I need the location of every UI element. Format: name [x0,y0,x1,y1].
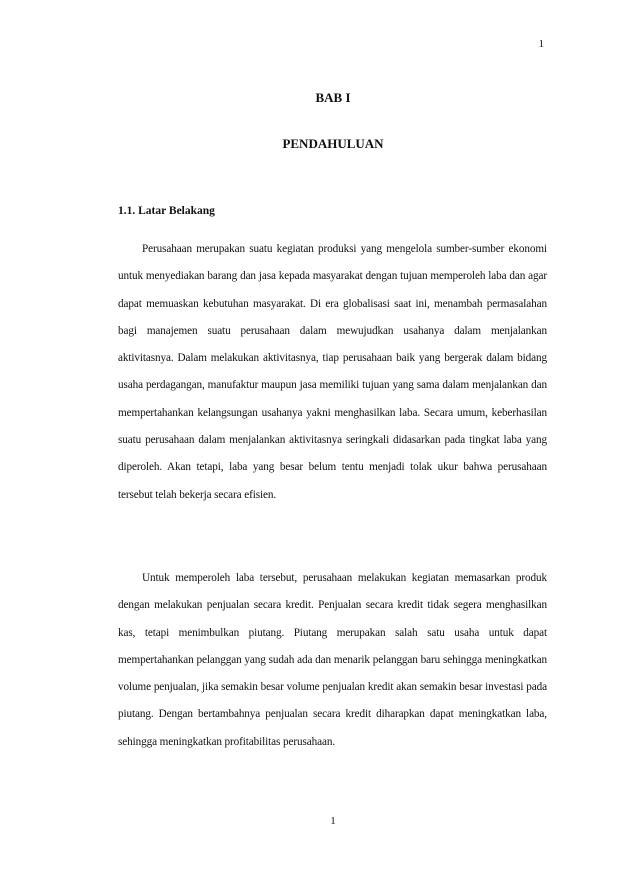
chapter-title: PENDAHULUAN [282,136,384,151]
top-page-number: 1 [538,38,544,50]
chapter-number: BAB I [315,90,351,105]
bottom-page-number: 1 [330,815,336,827]
body-paragraph-1: Perusahaan merupakan suatu kegiatan produksi yang mengelola sumber-sumber ekonomi untuk menyediakan barang dan jasa kepada masyarakat dengan tujuan memperoleh laba dan agar dapat memuaskan kebutuhan masyarakat. Di era globalisasi saat ini, menambah permasalahan bagi manajemen suatu perusahaan dalam mewujudkan usahanya dalam menjalankan aktivitasnya. Dalam melakukan aktivitasnya, tiap perusahaan baik yang bergerak dalam bidang usaha perdagangan, manufaktur maupun jasa memiliki tujuan yang sama dalam menjalankan dan mempertahankan kelangsungan usahanya yakni menghasilkan laba. Secara umum, keberhasilan suatu perusahaan dalam menjalankan aktivitasnya seringkali didasarkan pada tingkat laba yang diperoleh. Akan tetapi, laba yang besar belum tentu menjadi tolak ukur bahwa perusahaan tersebut telah bekerja secara efisien. [118,243,547,501]
body-paragraph-2: Untuk memperoleh laba tersebut, perusahaan melakukan kegiatan memasarkan produk dengan melakukan penjualan secara kredit. Penjualan secara kredit tidak segera menghasilkan kas, tetapi menimbulkan piutang. Piutang merupakan salah satu usaha untuk dapat mempertahankan pelanggan yang sudah ada dan menarik pelanggan baru sehingga meningkatkan volume penjualan, jika semakin besar volume penjualan kredit akan semakin besar investasi pada piutang. Dengan bertambahnya penjualan secara kredit diharapkan dapat meningkatkan laba, sehingga meningkatkan profitabilitas perusahaan. [118,572,547,748]
section-heading: 1.1. Latar Belakang [118,205,215,217]
